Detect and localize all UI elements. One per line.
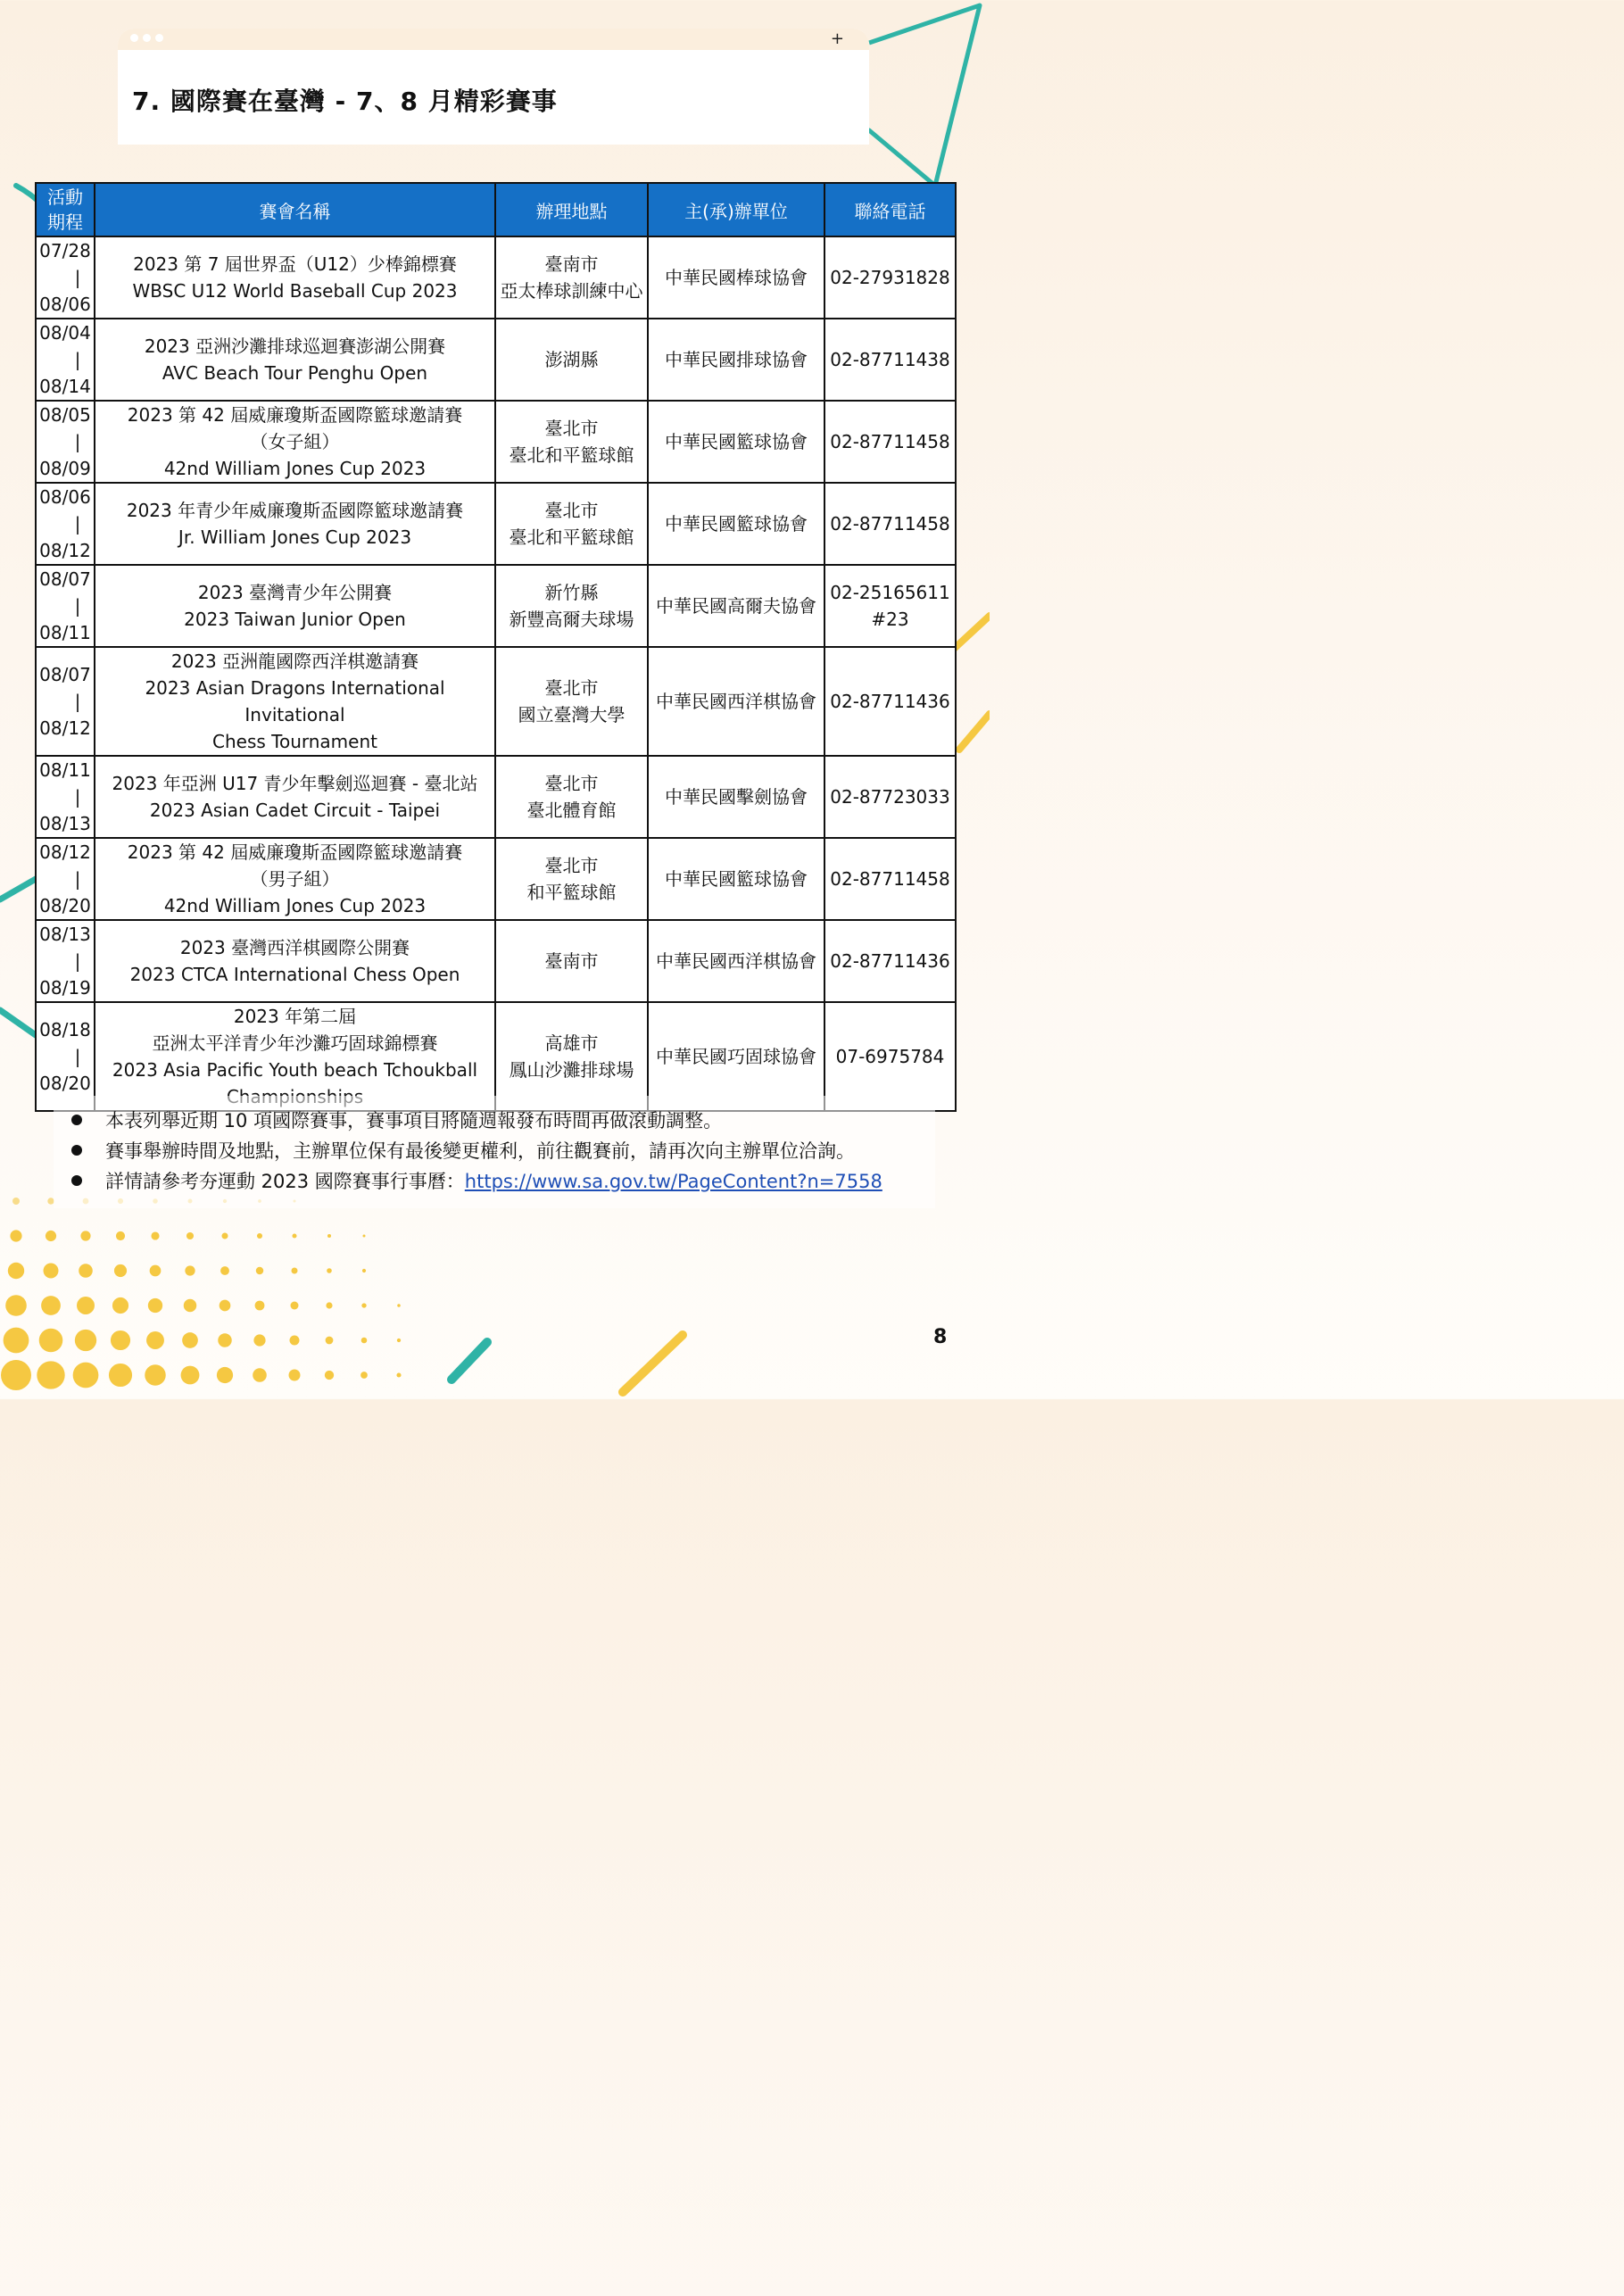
cell-dates — [36, 756, 95, 838]
halftone-dot — [218, 1333, 231, 1347]
halftone-dot — [44, 1264, 59, 1279]
halftone-dot — [37, 1361, 64, 1388]
event-name-line: 42nd William Jones Cup 2023 — [163, 458, 427, 479]
cell-organizer — [648, 838, 824, 920]
note-item — [71, 1167, 882, 1194]
halftone-dot — [1, 1360, 31, 1390]
cell-venue — [495, 319, 648, 401]
event-name-line: 2023 第 42 屆威廉瓊斯盃國際籃球邀請賽 — [127, 841, 463, 863]
note-item — [71, 1107, 722, 1133]
end-date: 08/06 — [39, 294, 91, 315]
cell-venue — [495, 920, 648, 1002]
table-row — [36, 1002, 956, 1111]
start-date: 08/04 — [39, 322, 91, 344]
halftone-dot — [39, 1329, 63, 1353]
halftone-dot — [253, 1334, 265, 1346]
page-title: 7. 國際賽在臺灣 - 7、8 月精彩賽事 — [132, 87, 558, 116]
note-item — [71, 1137, 855, 1164]
end-date: 08/13 — [39, 813, 91, 834]
start-date: 08/11 — [39, 759, 91, 781]
venue-line: 臺南市 — [544, 950, 599, 972]
cell-dates — [36, 401, 95, 483]
organizer-name: 中華民國籃球協會 — [665, 513, 808, 535]
phone-line: #23 — [871, 609, 909, 630]
end-date: 08/12 — [39, 540, 91, 561]
halftone-dot — [146, 1331, 164, 1349]
halftone-dot — [221, 1232, 228, 1239]
start-date: 08/06 — [39, 486, 91, 508]
event-name-line: 2023 第 42 屆威廉瓊斯盃國際籃球邀請賽 — [127, 404, 463, 426]
venue-line: 國立臺灣大學 — [518, 704, 626, 725]
event-name-line: AVC Beach Tour Penghu Open — [162, 362, 428, 384]
date-separator: | — [74, 691, 81, 712]
cell-venue — [495, 838, 648, 920]
end-date: 08/20 — [39, 1073, 91, 1094]
event-name-line: 2023 Asian Cadet Circuit - Taipei — [149, 800, 441, 821]
date-separator: | — [74, 595, 81, 617]
start-date: 08/13 — [39, 924, 91, 945]
event-name-line: WBSC U12 World Baseball Cup 2023 — [132, 280, 458, 302]
halftone-dot — [145, 1364, 165, 1385]
venue-line: 澎湖縣 — [544, 349, 599, 370]
cell-event-name — [95, 838, 495, 920]
halftone-dot — [397, 1339, 401, 1342]
table-row — [36, 401, 956, 483]
note-text: 詳情請參考夯運動 2023 國際賽事行事曆： — [105, 1171, 465, 1192]
header-phone: 聯絡電話 — [824, 183, 956, 236]
halftone-dot — [79, 1264, 93, 1278]
cell-event-name — [95, 756, 495, 838]
halftone-dot — [186, 1232, 194, 1239]
halftone-dot — [220, 1300, 231, 1312]
table-header-row — [36, 183, 956, 236]
notes-box — [54, 1096, 935, 1208]
halftone-dot — [4, 1328, 29, 1354]
cell-organizer — [648, 483, 824, 565]
cell-organizer — [648, 319, 824, 401]
start-date: 08/18 — [39, 1019, 91, 1040]
cell-venue — [495, 1002, 648, 1111]
plus-icon: + — [830, 29, 844, 48]
date-separator: | — [74, 950, 81, 972]
cell-venue — [495, 236, 648, 319]
cell-event-name — [95, 401, 495, 483]
phone-line: 02-87711458 — [830, 513, 950, 535]
venue-line: 臺北和平籃球館 — [509, 444, 634, 466]
halftone-dot — [289, 1370, 301, 1381]
halftone-dot — [361, 1338, 368, 1344]
event-name-line: 2023 第 7 屆世界盃（U12）少棒錦標賽 — [133, 253, 457, 275]
cell-venue — [495, 401, 648, 483]
event-name-line: 2023 年第二屆 — [233, 1006, 357, 1027]
cell-organizer — [648, 920, 824, 1002]
cell-dates — [36, 319, 95, 401]
cell-phone — [824, 319, 956, 401]
halftone-dot — [46, 1231, 56, 1241]
event-name-line: 2023 亞洲龍國際西洋棋邀請賽 — [170, 651, 419, 672]
halftone-dot — [150, 1265, 162, 1277]
venue-line: 臺北市 — [544, 855, 599, 876]
page-number: 8 — [933, 1326, 948, 1348]
bullet-icon — [71, 1175, 82, 1186]
halftone-dot — [326, 1302, 332, 1308]
halftone-dot — [397, 1304, 401, 1307]
date-separator: | — [74, 431, 81, 452]
phone-line: 02-87711458 — [830, 431, 950, 452]
halftone-dot — [10, 1230, 21, 1241]
start-date: 08/07 — [39, 664, 91, 685]
start-date: 08/12 — [39, 841, 91, 863]
cell-phone — [824, 236, 956, 319]
header-event-name: 賽會名稱 — [95, 183, 495, 236]
table-row — [36, 236, 956, 319]
halftone-dot — [327, 1234, 331, 1238]
phone-line: 02-87723033 — [830, 786, 950, 808]
halftone-dot — [109, 1364, 132, 1387]
cell-organizer — [648, 756, 824, 838]
end-date: 08/12 — [39, 717, 91, 739]
cell-dates — [36, 647, 95, 756]
start-date: 08/07 — [39, 568, 91, 590]
phone-line: 02-87711438 — [830, 349, 950, 370]
end-date: 08/19 — [39, 977, 91, 999]
cell-organizer — [648, 647, 824, 756]
cell-organizer — [648, 565, 824, 647]
halftone-dot — [256, 1267, 263, 1274]
halftone-dot — [111, 1330, 130, 1350]
venue-line: 臺北市 — [544, 677, 599, 699]
venue-line: 和平籃球館 — [526, 882, 617, 903]
calendar-link[interactable]: https://www.sa.gov.tw/PageContent?n=7558 — [464, 1171, 882, 1192]
cell-phone — [824, 647, 956, 756]
cell-event-name — [95, 319, 495, 401]
header-period-label: 活動 期程 — [47, 186, 83, 233]
event-name-line: 亞洲太平洋青少年沙灘巧固球錦標賽 — [152, 1032, 438, 1054]
date-separator: | — [74, 349, 81, 370]
venue-line: 新豐高爾夫球場 — [509, 609, 634, 630]
venue-line: 高雄市 — [544, 1032, 599, 1054]
halftone-dot — [73, 1363, 99, 1388]
halftone-dot — [292, 1233, 296, 1238]
cell-dates — [36, 565, 95, 647]
phone-line: 02-27931828 — [830, 267, 950, 288]
organizer-name: 中華民國棒球協會 — [665, 267, 808, 288]
cell-event-name — [95, 647, 495, 756]
date-separator: | — [74, 513, 81, 535]
phone-line: 02-87711458 — [830, 868, 950, 890]
cell-organizer — [648, 401, 824, 483]
halftone-dot — [361, 1303, 366, 1307]
cell-venue — [495, 565, 648, 647]
cell-phone — [824, 483, 956, 565]
event-name-line: 2023 Asian Dragons International Invitational — [145, 677, 445, 725]
halftone-dot — [116, 1231, 125, 1240]
halftone-dot — [5, 1295, 27, 1316]
end-date: 08/11 — [39, 622, 91, 643]
table-row — [36, 920, 956, 1002]
cell-dates — [36, 920, 95, 1002]
venue-line: 新竹縣 — [544, 582, 599, 603]
table-row — [36, 838, 956, 920]
cell-event-name — [95, 920, 495, 1002]
cell-phone — [824, 565, 956, 647]
cell-event-name — [95, 1002, 495, 1111]
date-separator: | — [74, 1046, 81, 1067]
title-card-topbar — [118, 29, 869, 50]
halftone-dot — [184, 1299, 196, 1312]
halftone-dot — [362, 1269, 366, 1272]
title-card — [118, 29, 869, 145]
cell-event-name — [95, 565, 495, 647]
halftone-dot — [8, 1263, 24, 1279]
venue-line: 臺北市 — [544, 500, 599, 521]
phone-line: 02-87711436 — [830, 950, 950, 972]
event-name-line: 2023 CTCA International Chess Open — [129, 964, 460, 985]
halftone-dot — [217, 1367, 233, 1383]
halftone-dot — [41, 1296, 61, 1315]
cell-dates — [36, 236, 95, 319]
cell-phone — [824, 838, 956, 920]
halftone-dot — [182, 1332, 198, 1348]
halftone-dot — [360, 1372, 368, 1379]
halftone-dot — [77, 1297, 95, 1314]
halftone-dot — [12, 1198, 20, 1205]
event-name-line: 42nd William Jones Cup 2023 — [163, 895, 427, 916]
venue-line: 臺北市 — [544, 773, 599, 794]
venue-line: 亞太棒球訓練中心 — [500, 280, 643, 302]
event-name-line: 2023 臺灣西洋棋國際公開賽 — [179, 937, 410, 958]
organizer-name: 中華民國籃球協會 — [665, 431, 808, 452]
note-text: 本表列舉近期 10 項國際賽事，賽事項目將隨週報發布時間再做滾動調整。 — [105, 1110, 723, 1131]
halftone-dot — [185, 1265, 195, 1275]
halftone-dot — [181, 1366, 200, 1385]
event-name-line: 2023 年亞洲 U17 青少年擊劍巡迴賽 - 臺北站 — [112, 773, 478, 794]
phone-line: 02-87711436 — [830, 691, 950, 712]
halftone-dot — [114, 1264, 127, 1277]
organizer-name: 中華民國排球協會 — [665, 349, 808, 370]
table-row — [36, 565, 956, 647]
start-date: 08/05 — [39, 404, 91, 426]
end-date: 08/14 — [39, 376, 91, 397]
halftone-dot — [148, 1298, 162, 1313]
note-text: 賽事舉辦時間及地點，主辦單位保有最後變更權利，前往觀賽前，請再次向主辦單位洽詢。 — [105, 1140, 855, 1162]
table-row — [36, 756, 956, 838]
halftone-dot — [290, 1336, 300, 1346]
cell-event-name — [95, 236, 495, 319]
cell-dates — [36, 1002, 95, 1111]
cell-venue — [495, 647, 648, 756]
date-separator: | — [74, 267, 81, 288]
event-name-line: （女子組） — [250, 431, 340, 452]
start-date: 07/28 — [39, 240, 91, 261]
halftone-dot — [327, 1268, 332, 1273]
halftone-dot — [290, 1301, 298, 1309]
event-name-line: Chess Tournament — [212, 731, 377, 752]
halftone-dot — [257, 1233, 262, 1239]
venue-line: 臺北和平籃球館 — [509, 526, 634, 548]
halftone-dot — [151, 1231, 159, 1239]
cell-dates — [36, 838, 95, 920]
event-name-line: 2023 年青少年威廉瓊斯盃國際籃球邀請賽 — [126, 500, 464, 521]
table-row — [36, 483, 956, 565]
table-row — [36, 647, 956, 756]
cell-phone — [824, 401, 956, 483]
bullet-icon — [71, 1115, 82, 1125]
end-date: 08/20 — [39, 895, 91, 916]
date-separator: | — [74, 786, 81, 808]
window-dots — [130, 34, 163, 42]
cell-organizer — [648, 236, 824, 319]
event-name-line: 2023 臺灣青少年公開賽 — [197, 582, 393, 603]
event-name-line: 2023 Taiwan Junior Open — [184, 609, 406, 630]
venue-line: 臺南市 — [544, 253, 599, 275]
halftone-dot — [326, 1337, 334, 1345]
cell-event-name — [95, 483, 495, 565]
cell-phone — [824, 920, 956, 1002]
organizer-name: 中華民國籃球協會 — [665, 868, 808, 890]
event-name-line: Jr. William Jones Cup 2023 — [178, 526, 412, 548]
halftone-dot — [325, 1371, 334, 1380]
event-name-line: （男子組） — [250, 868, 340, 890]
organizer-name: 中華民國擊劍協會 — [665, 786, 808, 808]
organizer-name: 中華民國巧固球協會 — [656, 1046, 816, 1067]
header-venue: 辦理地點 — [495, 183, 648, 236]
organizer-name: 中華民國高爾夫協會 — [656, 595, 816, 617]
phone-line: 07-6975784 — [835, 1046, 945, 1067]
event-name-line: 2023 Asia Pacific Youth beach Tchoukball — [112, 1059, 478, 1081]
cell-venue — [495, 483, 648, 565]
halftone-dot — [253, 1368, 267, 1382]
halftone-dot — [220, 1266, 229, 1275]
cell-venue — [495, 756, 648, 838]
table-row — [36, 319, 956, 401]
cell-phone — [824, 756, 956, 838]
header-period — [36, 183, 95, 236]
event-name-line: 2023 亞洲沙灘排球巡迴賽澎湖公開賽 — [144, 336, 446, 357]
halftone-dot — [80, 1231, 90, 1240]
venue-line: 鳳山沙灘排球場 — [509, 1059, 634, 1081]
organizer-name: 中華民國西洋棋協會 — [656, 950, 816, 972]
halftone-dot — [112, 1297, 128, 1314]
halftone-dot — [396, 1372, 401, 1377]
halftone-dot — [75, 1330, 96, 1351]
halftone-dot — [255, 1301, 265, 1311]
date-separator: | — [74, 868, 81, 890]
halftone-dot — [363, 1235, 366, 1238]
events-table — [35, 182, 957, 1112]
cell-phone — [824, 1002, 956, 1111]
header-organizer: 主(承)辦單位 — [648, 183, 824, 236]
end-date: 08/09 — [39, 458, 91, 479]
halftone-dot — [291, 1267, 297, 1273]
venue-line: 臺北體育館 — [526, 800, 617, 821]
cell-organizer — [648, 1002, 824, 1111]
organizer-name: 中華民國西洋棋協會 — [656, 691, 816, 712]
cell-dates — [36, 483, 95, 565]
phone-line: 02-25165611 — [830, 582, 950, 603]
venue-line: 臺北市 — [544, 418, 599, 439]
bullet-icon — [71, 1145, 82, 1156]
